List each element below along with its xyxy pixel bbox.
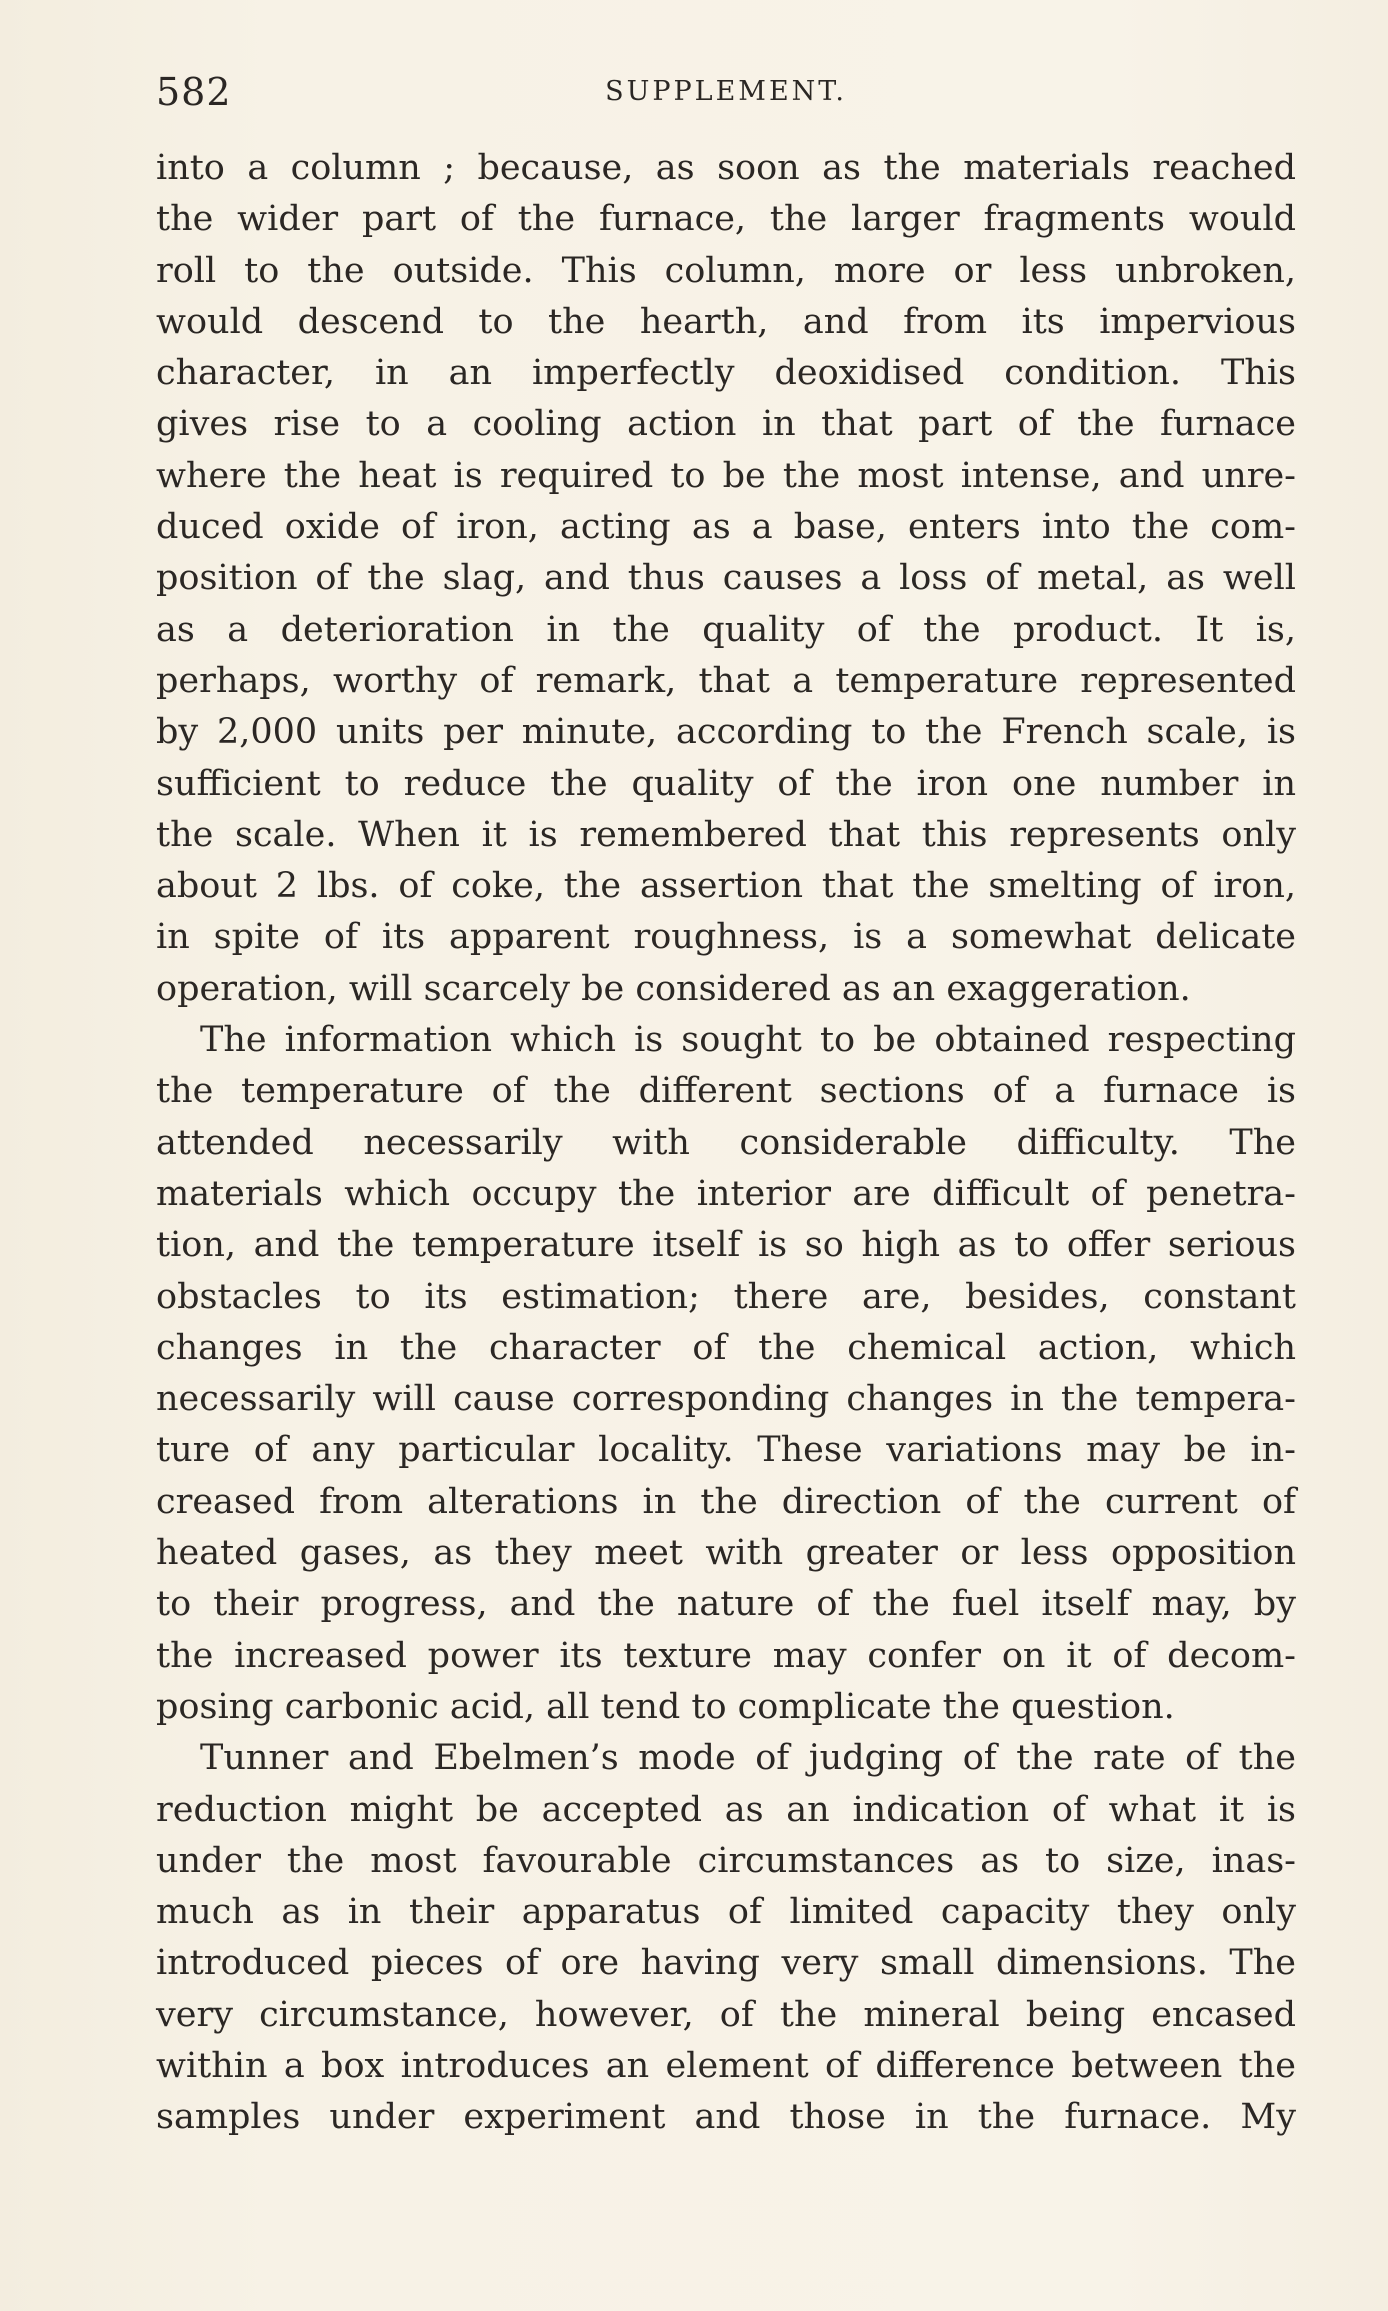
text-line: position of the slag, and thus causes a loss of metal, as well [156,558,1296,599]
text-line: creased from alterations in the direction of the current of [156,1481,1296,1522]
text-line: as a deterioration in the quality of the product. It is, [156,609,1296,650]
text-line: ture of any particular locality. These variations may be in- [156,1430,1296,1471]
text-line: very circumstance, however, of the mineral being encased [156,1994,1296,2035]
text-line: where the heat is required to be the most intense, and unre- [156,455,1296,496]
running-head: SUPPLEMENT. [605,76,847,107]
text-line: under the most favourable circumstances as to size, inas- [156,1840,1296,1881]
text-line: into a column ; because, as soon as the materials reached [156,148,1296,188]
text-line: about 2 lbs. of coke, the assertion that the smelting of iron, [156,866,1296,907]
text-line: within a box introduces an element of difference between the [156,2045,1296,2086]
text-line: the wider part of the furnace, the larger fragments would [156,199,1296,240]
page-header [156,70,1296,126]
text-line: attended necessarily with considerable difficulty. The [156,1122,1296,1163]
text-line: roll to the outside. This column, more or less unbroken, [156,250,1296,291]
text-line: obstacles to its estimation; there are, besides, constant [156,1276,1296,1317]
text-line: much as in their apparatus of limited capacity they only [156,1892,1296,1933]
text-line: by 2,000 units per minute, according to the French scale, is [156,712,1296,753]
text-line: Tunner and Ebelmen’s mode of judging of the rate of the [200,1738,1296,1779]
text-line: heated gases, as they meet with greater or less opposition [156,1533,1296,1574]
page-number: 582 [156,70,232,114]
text-line: sufficient to reduce the quality of the iron one number in [156,763,1296,804]
text-line: materials which occupy the interior are difficult of penetra- [156,1173,1296,1214]
text-line: to their progress, and the nature of the fuel itself may, by [156,1584,1296,1625]
text-line: the increased power its texture may confer on it of decom- [156,1635,1296,1676]
text-line: introduced pieces of ore having very small dimensions. The [156,1943,1296,1984]
text-line: would descend to the hearth, and from its impervious [156,301,1296,342]
text-line: duced oxide of iron, acting as a base, enters into the com- [156,507,1296,548]
text-line: tion, and the temperature itself is so high as to offer serious [156,1225,1296,1266]
text-line: operation, will scarcely be considered as an exaggeration. [156,968,1191,1009]
text-line: perhaps, worthy of remark, that a temperature represented [156,660,1296,701]
text-line: changes in the character of the chemical action, which [156,1327,1296,1368]
text-line: in spite of its apparent roughness, is a somewhat delicate [156,917,1296,958]
text-line: The information which is sought to be obtained respecting [200,1020,1296,1061]
text-line: posing carbonic acid, all tend to complicate the question. [156,1686,1175,1727]
text-line: samples under experiment and those in the furnace. My [156,2097,1296,2138]
text-line: reduction might be accepted as an indication of what it is [156,1789,1296,1830]
text-line: necessarily will cause corresponding changes in the tempera- [156,1379,1296,1420]
text-line: the scale. When it is remembered that this represents only [156,814,1296,855]
text-line: gives rise to a cooling action in that part of the furnace [156,404,1296,445]
body-text [156,143,1296,2144]
text-line: the temperature of the different sections of a furnace is [156,1071,1296,1112]
text-line: character, in an imperfectly deoxidised condition. This [156,353,1296,394]
